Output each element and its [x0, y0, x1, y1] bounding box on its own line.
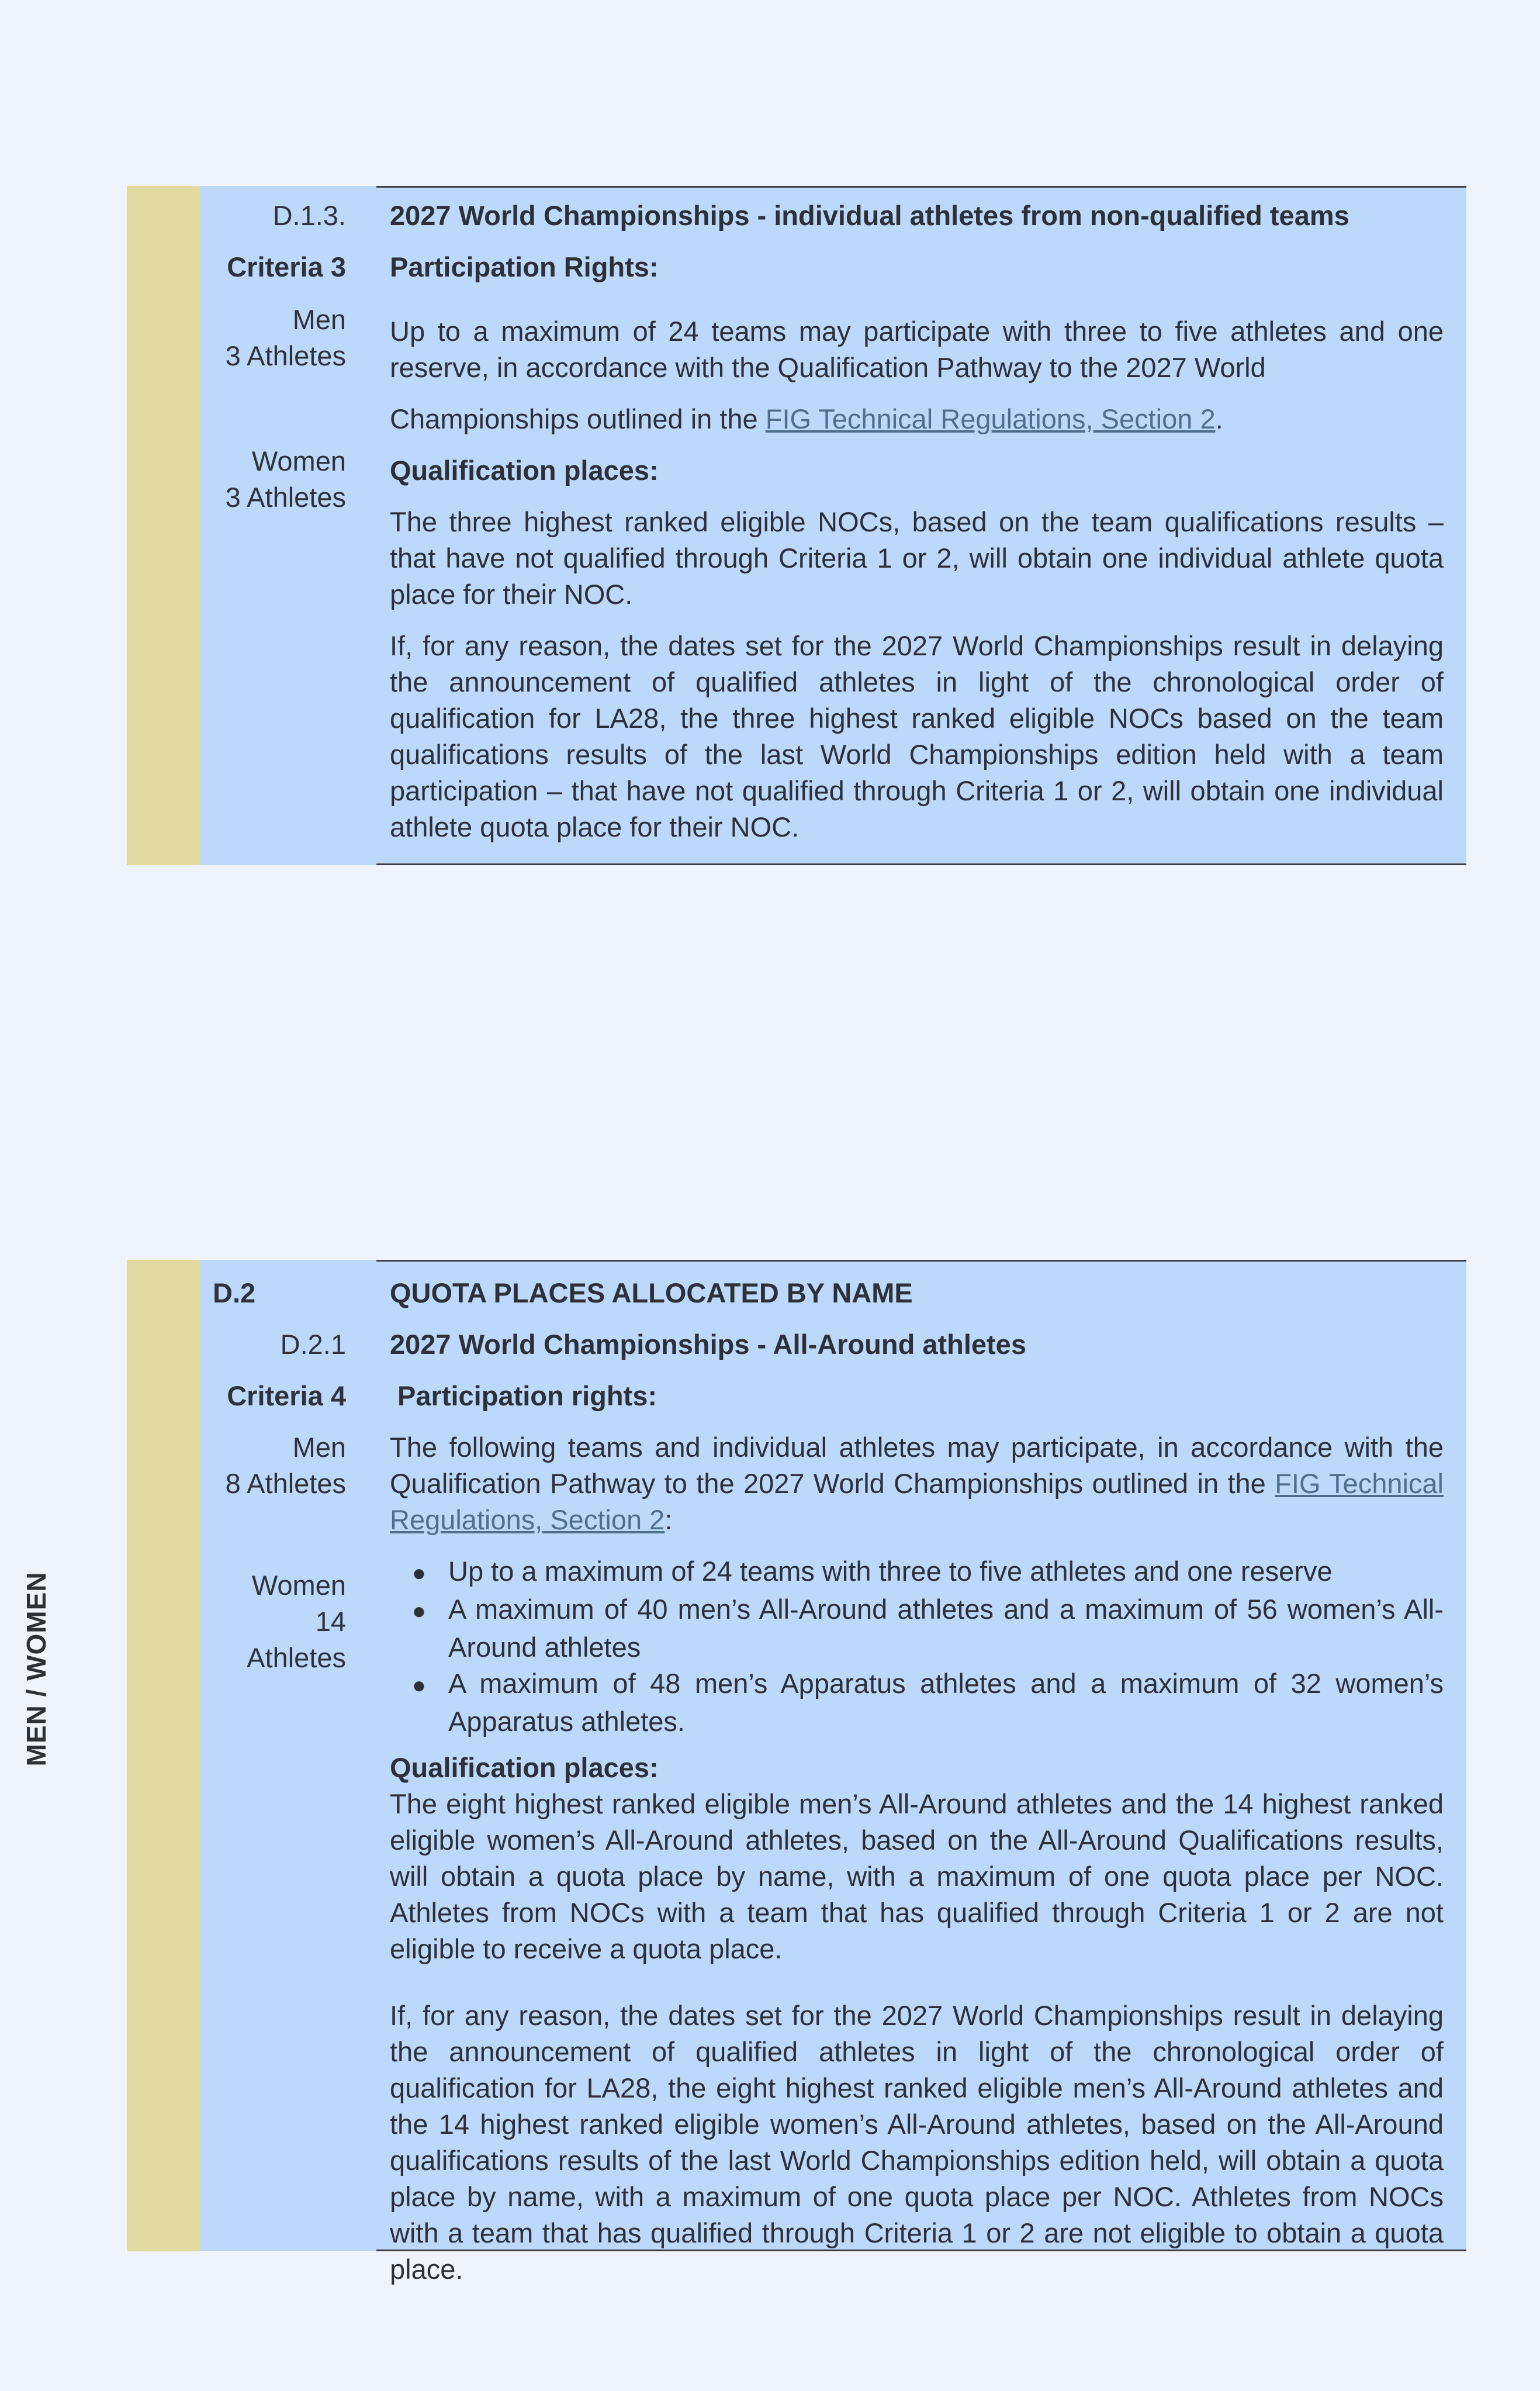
participation-text: [390, 1429, 1444, 1538]
section-number: D.1.3.: [272, 200, 346, 231]
criteria-label: Criteria 4: [227, 1380, 346, 1411]
criteria-label: Criteria 3: [227, 251, 346, 282]
list-item-text: A maximum of 40 men’s All-Around athletes and a maximum of 56 women’s All-Around athletes: [448, 1594, 1444, 1663]
fig-regulations-link[interactable]: FIG Technical Regulations, Section 2: [390, 1468, 1444, 1535]
qualification-text-1: The three highest ranked eligible NOCs, based on the team qualifications results – that have not qualified through Criteria 1 or 2, will obtain one individual athlete quota place for their NOC.: [390, 506, 1444, 610]
participation-heading: Participation rights:: [390, 1380, 657, 1411]
qualification-text-1: The eight highest ranked eligible men’s All-Around athletes and the 14 highest ranked eligible women’s All-Around athletes, based on the All-Around Qualifications results, will obtain a quota place by name, with a maximum of one quota place per NOC. Athletes from NOCs with a team that has qualified through Criteria 1 or 2 are not eligible to receive a quota place.: [390, 1788, 1444, 1964]
bullet-list: [390, 1553, 1444, 1740]
section-title: QUOTA PLACES ALLOCATED BY NAME: [390, 1277, 913, 1308]
qualification-text-2: If, for any reason, the dates set for the 2027 World Championships result in delaying the announcement of qualified athletes in light of the chronological order of qualification for LA28, the eight highest ranked eligible men’s All-Around athletes and the 14 highest ranked eligible women’s All-Around athletes, based on the All-Around qualifications results of the last World Championships edition held, will obtain a quota place by name, with a maximum of one quota place per NOC. Athletes from NOCs with a team that has qualified through Criteria 1 or 2 are not eligible to obtain a quota place.: [390, 2000, 1444, 2285]
list-item: [390, 1591, 1444, 1666]
participation-text-cont: [390, 401, 1444, 437]
men-count: 8 Athletes: [225, 1468, 346, 1499]
bullet-icon: ●: [411, 1560, 427, 1586]
qualification-heading: Qualification places:: [390, 455, 659, 486]
women-count-number: 14: [315, 1606, 346, 1637]
women-count: 3 Athletes: [225, 482, 346, 513]
men-label: Men: [292, 1432, 346, 1463]
list-item: [390, 1553, 1444, 1591]
qualification-text-2: If, for any reason, the dates set for the 2027 World Championships result in delaying the announcement of qualified athletes in light of the chronological order of qualification for LA28, the three highest ranked eligible NOCs based on the team qualifications results of the last World Championships edition held with a team participation – that have not qualified through Criteria 1 or 2, will obtain one individual athlete quota place for their NOC.: [390, 630, 1444, 842]
text-fragment: .: [1215, 403, 1223, 434]
subsection-title: 2027 World Championships - All-Around athletes: [390, 1329, 1026, 1360]
bullet-icon: ●: [411, 1598, 427, 1624]
left-column: [200, 186, 376, 865]
men-women-side-label: MEN / WOMEN: [21, 1571, 51, 1767]
list-item-text: A maximum of 48 men’s Apparatus athletes and a maximum of 32 women’s Apparatus athletes.: [448, 1668, 1444, 1737]
text-fragment: Championships outlined in the: [390, 403, 766, 434]
participation-text: Up to a maximum of 24 teams may participate with three to five athletes and one reserve, in accordance with the Qualification Pathway to the 2027 World: [390, 316, 1444, 383]
section-d13: [127, 186, 1466, 865]
qualification-heading: Qualification places:: [390, 1752, 659, 1783]
text-fragment: The following teams and individual athletes may participate, in accordance with the Qualification Pathway to the 2027 World Championships outlined in the: [390, 1432, 1444, 1499]
section-number: D.2: [213, 1277, 256, 1308]
men-label: Men: [292, 304, 346, 335]
list-item-text: Up to a maximum of 24 teams with three to five athletes and one reserve: [448, 1556, 1333, 1587]
men-count: 3 Athletes: [225, 340, 346, 371]
fig-regulations-link[interactable]: FIG Technical Regulations, Section 2: [765, 403, 1216, 434]
women-label: Women: [251, 1570, 346, 1601]
subsection-number: D.2.1: [280, 1329, 346, 1360]
bullet-icon: ●: [411, 1673, 427, 1698]
text-fragment: :: [665, 1504, 673, 1535]
section-d2: [127, 1260, 1466, 2285]
side-strip: [127, 1260, 200, 2251]
side-strip: [127, 186, 200, 865]
section-title: 2027 World Championships - individual athletes from non-qualified teams: [390, 200, 1349, 231]
women-count-word: Athletes: [247, 1642, 346, 1673]
participation-heading: Participation Rights:: [390, 251, 659, 282]
women-label: Women: [251, 445, 346, 476]
list-item: [390, 1666, 1444, 1740]
